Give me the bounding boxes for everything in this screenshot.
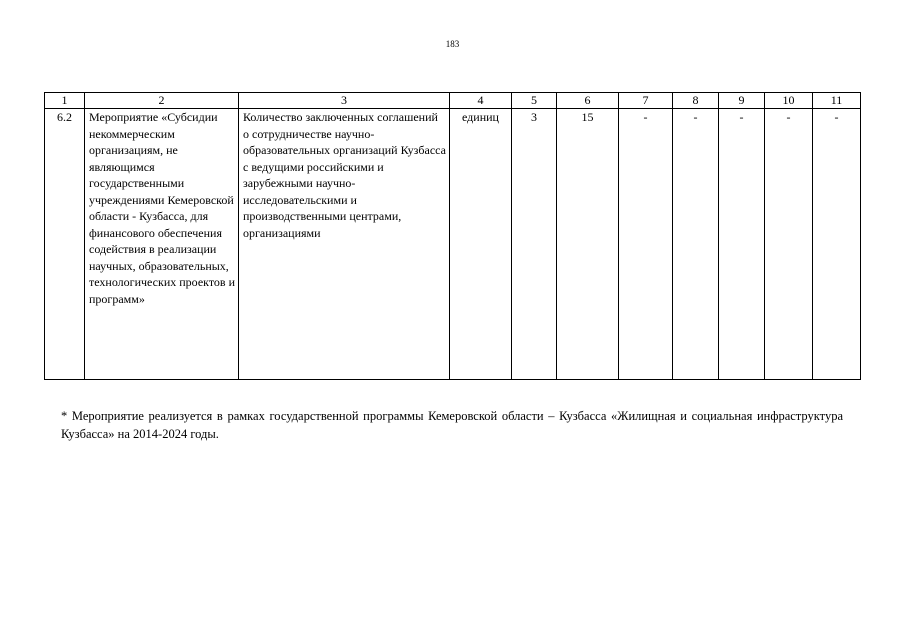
footnote: * Мероприятие реализуется в рамках государственной программы Кемеровской области – Кузбасса «Жилищная и социальная инфраструктура Кузбасса» на 2014-2024 годы. [61,408,843,441]
value-cell-7: - [619,109,673,380]
header-cell-3: 3 [239,93,450,109]
header-cell-7: 7 [619,93,673,109]
header-cell-6: 6 [557,93,619,109]
header-cell-9: 9 [719,93,765,109]
value-cell-6: 15 [557,109,619,380]
unit-cell: единиц [450,109,512,380]
table-row [45,109,861,380]
row-number-cell: 6.2 [45,109,85,380]
activity-name-cell: Мероприятие «Субсидии некоммерческим организациям, не являющимся государственными учреждениями Кемеровской области - Кузбасса, для финансового обеспечения содействия в реализации научных, образовательных, технологических проектов и программ» [85,109,239,380]
header-cell-5: 5 [512,93,557,109]
header-cell-2: 2 [85,93,239,109]
page-number: 183 [445,39,460,49]
measures-table [44,92,861,380]
value-cell-10: - [765,109,813,380]
value-cell-8: - [673,109,719,380]
header-cell-10: 10 [765,93,813,109]
value-cell-9: - [719,109,765,380]
header-cell-1: 1 [45,93,85,109]
header-cell-4: 4 [450,93,512,109]
header-cell-11: 11 [813,93,861,109]
indicator-name-cell: Количество заключенных соглашений о сотрудничестве научно-образовательных организаций Кузбасса с ведущими российскими и зарубежными научно-исследовательскими и производственными центрами, организациями [239,109,450,380]
value-cell-11: - [813,109,861,380]
value-cell-5: 3 [512,109,557,380]
header-cell-8: 8 [673,93,719,109]
header-row [45,93,861,109]
